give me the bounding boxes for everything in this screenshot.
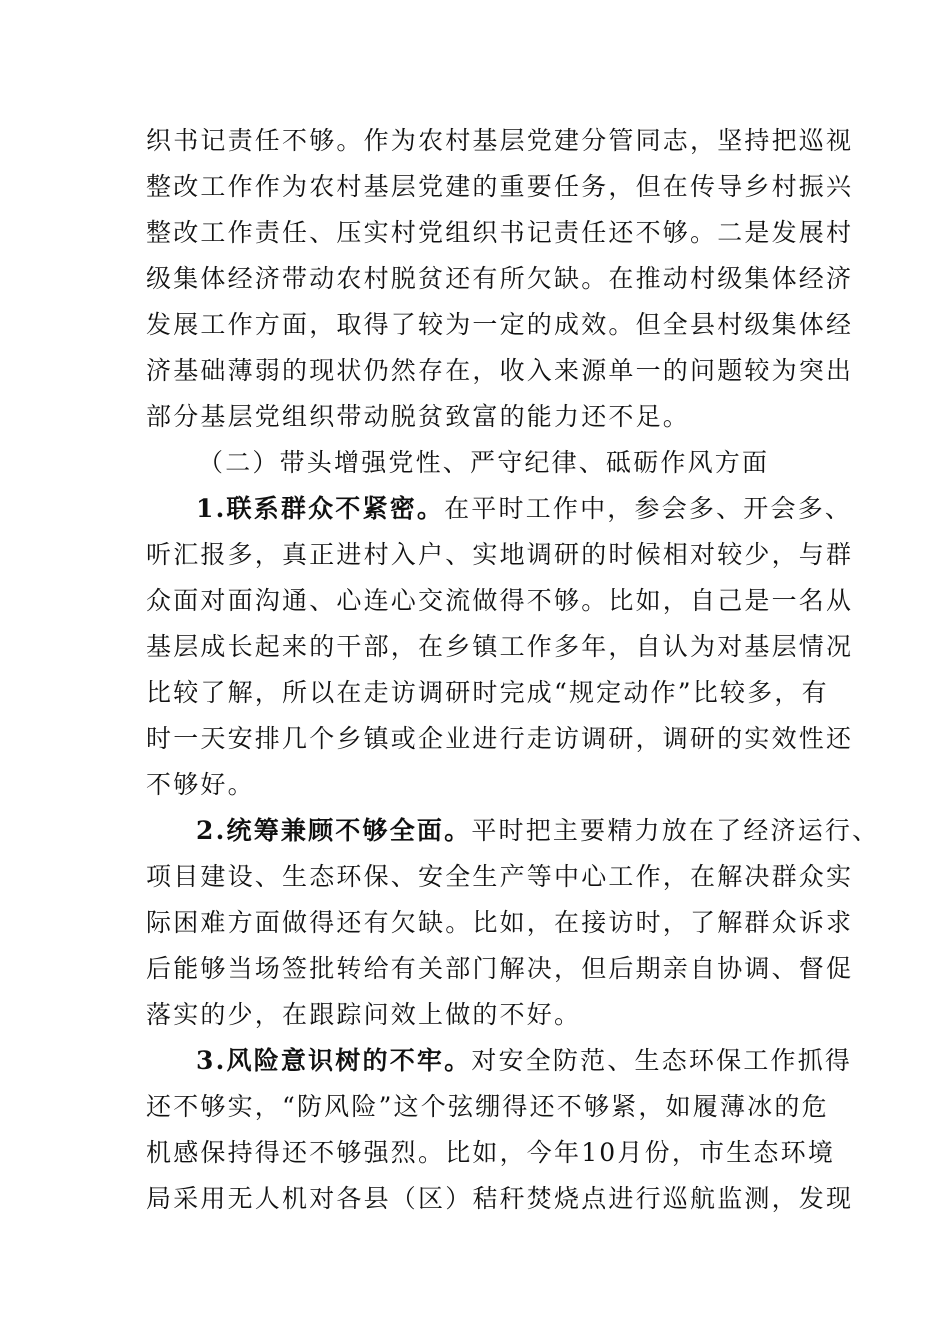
item-2-first-line-text: 平时把主要精力放在了经济运行、	[471, 816, 880, 845]
item-1-first-line	[196, 494, 886, 524]
paragraph-line: 时一天安排几个乡镇或企业进行走访调研，调研的实效性还	[146, 724, 854, 753]
paragraph-line: 众面对面沟通、心连心交流做得不够。比如，自己是一名从	[146, 586, 854, 615]
paragraph-line: 机感保持得还不够强烈。比如，今年10月份，市生态环境	[146, 1138, 836, 1167]
paragraph-line: 织书记责任不够。作为农村基层党建分管同志，坚持把巡视	[146, 126, 854, 155]
item-1-first-line-text: 在平时工作中，参会多、开会多、	[444, 494, 853, 523]
paragraph-line: 听汇报多，真正进村入户、实地调研的时候相对较少，与群	[146, 540, 854, 569]
paragraph-line: 级集体经济带动农村脱贫还有所欠缺。在推动村级集体经济	[146, 264, 854, 293]
item-3-first-line-text: 对安全防范、生态环保工作抓得	[471, 1046, 853, 1075]
paragraph-line: 后能够当场签批转给有关部门解决，但后期亲自协调、督促	[146, 954, 854, 983]
paragraph-line: 比较了解，所以在走访调研时完成“规定动作”比较多，有	[146, 678, 829, 707]
item-3-title: 3.风险意识树的不牢。	[196, 1046, 472, 1075]
paragraph-line: 落实的少，在跟踪问效上做的不好。	[146, 1000, 582, 1029]
paragraph-line: 际困难方面做得还有欠缺。比如，在接访时，了解群众诉求	[146, 908, 854, 937]
item-2-first-line	[196, 816, 886, 846]
paragraph-line: 还不够实，“防风险”这个弦绷得还不够紧，如履薄冰的危	[146, 1092, 829, 1121]
section-heading: （二）带头增强党性、严守纪律、砥砺作风方面	[198, 448, 770, 477]
paragraph-line: 项目建设、生态环保、安全生产等中心工作，在解决群众实	[146, 862, 854, 891]
item-2-title: 2.统筹兼顾不够全面。	[196, 816, 472, 845]
paragraph-line: 整改工作作为农村基层党建的重要任务，但在传导乡村振兴	[146, 172, 854, 201]
paragraph-line: 整改工作责任、压实村党组织书记责任还不够。二是发展村	[146, 218, 854, 247]
item-1-title: 1.联系群众不紧密。	[196, 494, 445, 523]
paragraph-line: 不够好。	[146, 770, 255, 799]
paragraph-line: 发展工作方面，取得了较为一定的成效。但全县村级集体经	[146, 310, 854, 339]
paragraph-line: 部分基层党组织带动脱贫致富的能力还不足。	[146, 402, 691, 431]
paragraph-line: 基层成长起来的干部，在乡镇工作多年，自认为对基层情况	[146, 632, 854, 661]
item-3-first-line	[196, 1046, 886, 1076]
paragraph-line: 局采用无人机对各县（区）秸秆焚烧点进行巡航监测，发现	[146, 1184, 854, 1213]
paragraph-line: 济基础薄弱的现状仍然存在，收入来源单一的问题较为突出	[146, 356, 854, 385]
